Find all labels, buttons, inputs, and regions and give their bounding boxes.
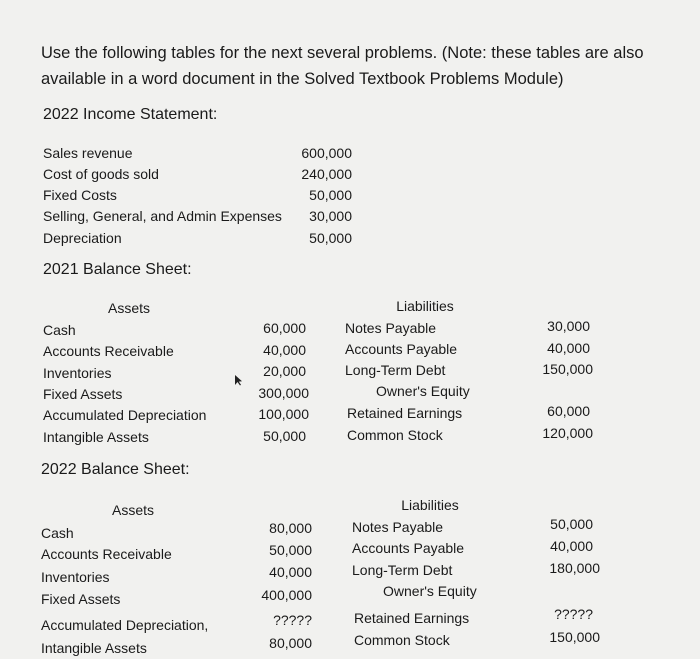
income-statement-heading: 2022 Income Statement: xyxy=(43,106,218,123)
asset-label: Accumulated Depreciation, xyxy=(41,617,209,633)
assets-header: Assets xyxy=(108,300,151,316)
asset-label: Intangible Assets xyxy=(43,429,149,445)
cursor-icon xyxy=(233,374,243,386)
intro-line-2: available in a word document in the Solved Textbook Problems Module) xyxy=(41,70,564,88)
balance-2021-heading: 2021 Balance Sheet: xyxy=(43,261,192,278)
liability-label: Accounts Payable xyxy=(345,341,458,357)
liability-value: 40,000 xyxy=(547,340,590,356)
balance-2022-heading: 2022 Balance Sheet: xyxy=(41,461,190,478)
asset-value: 20,000 xyxy=(263,363,306,379)
asset-label: Inventories xyxy=(43,365,112,381)
liability-label: Notes Payable xyxy=(345,320,437,336)
asset-value: 40,000 xyxy=(263,342,306,358)
asset-value: 50,000 xyxy=(269,542,312,558)
liability-value: 180,000 xyxy=(549,560,600,576)
equity-header: Owner's Equity xyxy=(376,383,470,399)
liability-label: Notes Payable xyxy=(352,519,444,535)
equity-header: Owner's Equity xyxy=(383,583,477,599)
asset-label: Fixed Assets xyxy=(41,591,121,607)
equity-label: Retained Earnings xyxy=(347,405,463,421)
income-row-value: 240,000 xyxy=(301,166,352,182)
asset-value: 50,000 xyxy=(263,428,306,444)
liability-label: Long-Term Debt xyxy=(345,362,446,378)
asset-label: Accumulated Depreciation xyxy=(43,407,207,423)
liability-value: 150,000 xyxy=(542,361,593,377)
equity-label: Retained Earnings xyxy=(354,610,470,626)
asset-value: 300,000 xyxy=(258,385,309,401)
income-row-label: Sales revenue xyxy=(43,145,133,161)
asset-value: 40,000 xyxy=(269,564,312,580)
equity-label: Common Stock xyxy=(347,427,443,443)
liability-label: Long-Term Debt xyxy=(352,562,453,578)
equity-value: 120,000 xyxy=(542,425,593,441)
asset-value: 60,000 xyxy=(263,320,306,336)
asset-value: 100,000 xyxy=(258,406,309,422)
liabilities-header: Liabilities xyxy=(396,298,454,314)
asset-label: Intangible Assets xyxy=(41,640,147,656)
equity-value: ????? xyxy=(554,606,593,622)
income-row-label: Fixed Costs xyxy=(43,187,117,203)
intro-line-1: Use the following tables for the next several problems. (Note: these tables are also xyxy=(41,44,644,62)
income-row-label: Selling, General, and Admin Expenses xyxy=(43,208,282,224)
income-row-label: Cost of goods sold xyxy=(43,166,159,182)
assets-header: Assets xyxy=(112,502,155,518)
income-row-value: 50,000 xyxy=(309,230,352,246)
liability-label: Accounts Payable xyxy=(352,540,465,556)
asset-label: Inventories xyxy=(41,569,110,585)
asset-value: ????? xyxy=(273,612,312,628)
asset-label: Cash xyxy=(43,322,76,338)
asset-value: 80,000 xyxy=(269,635,312,651)
intro-text xyxy=(41,40,644,92)
asset-value: 400,000 xyxy=(261,587,312,603)
equity-label: Common Stock xyxy=(354,632,450,648)
asset-label: Accounts Receivable xyxy=(41,546,172,562)
liability-value: 50,000 xyxy=(550,516,593,532)
equity-value: 60,000 xyxy=(547,403,590,419)
equity-value: 150,000 xyxy=(549,629,600,645)
liability-value: 40,000 xyxy=(550,538,593,554)
asset-label: Fixed Assets xyxy=(43,386,123,402)
income-row-value: 600,000 xyxy=(301,145,352,161)
income-row-value: 30,000 xyxy=(309,208,352,224)
income-row-label: Depreciation xyxy=(43,230,122,246)
asset-label: Accounts Receivable xyxy=(43,343,174,359)
liabilities-header: Liabilities xyxy=(401,497,459,513)
asset-value: 80,000 xyxy=(269,520,312,536)
liability-value: 30,000 xyxy=(547,318,590,334)
asset-label: Cash xyxy=(41,525,74,541)
income-row-value: 50,000 xyxy=(309,187,352,203)
